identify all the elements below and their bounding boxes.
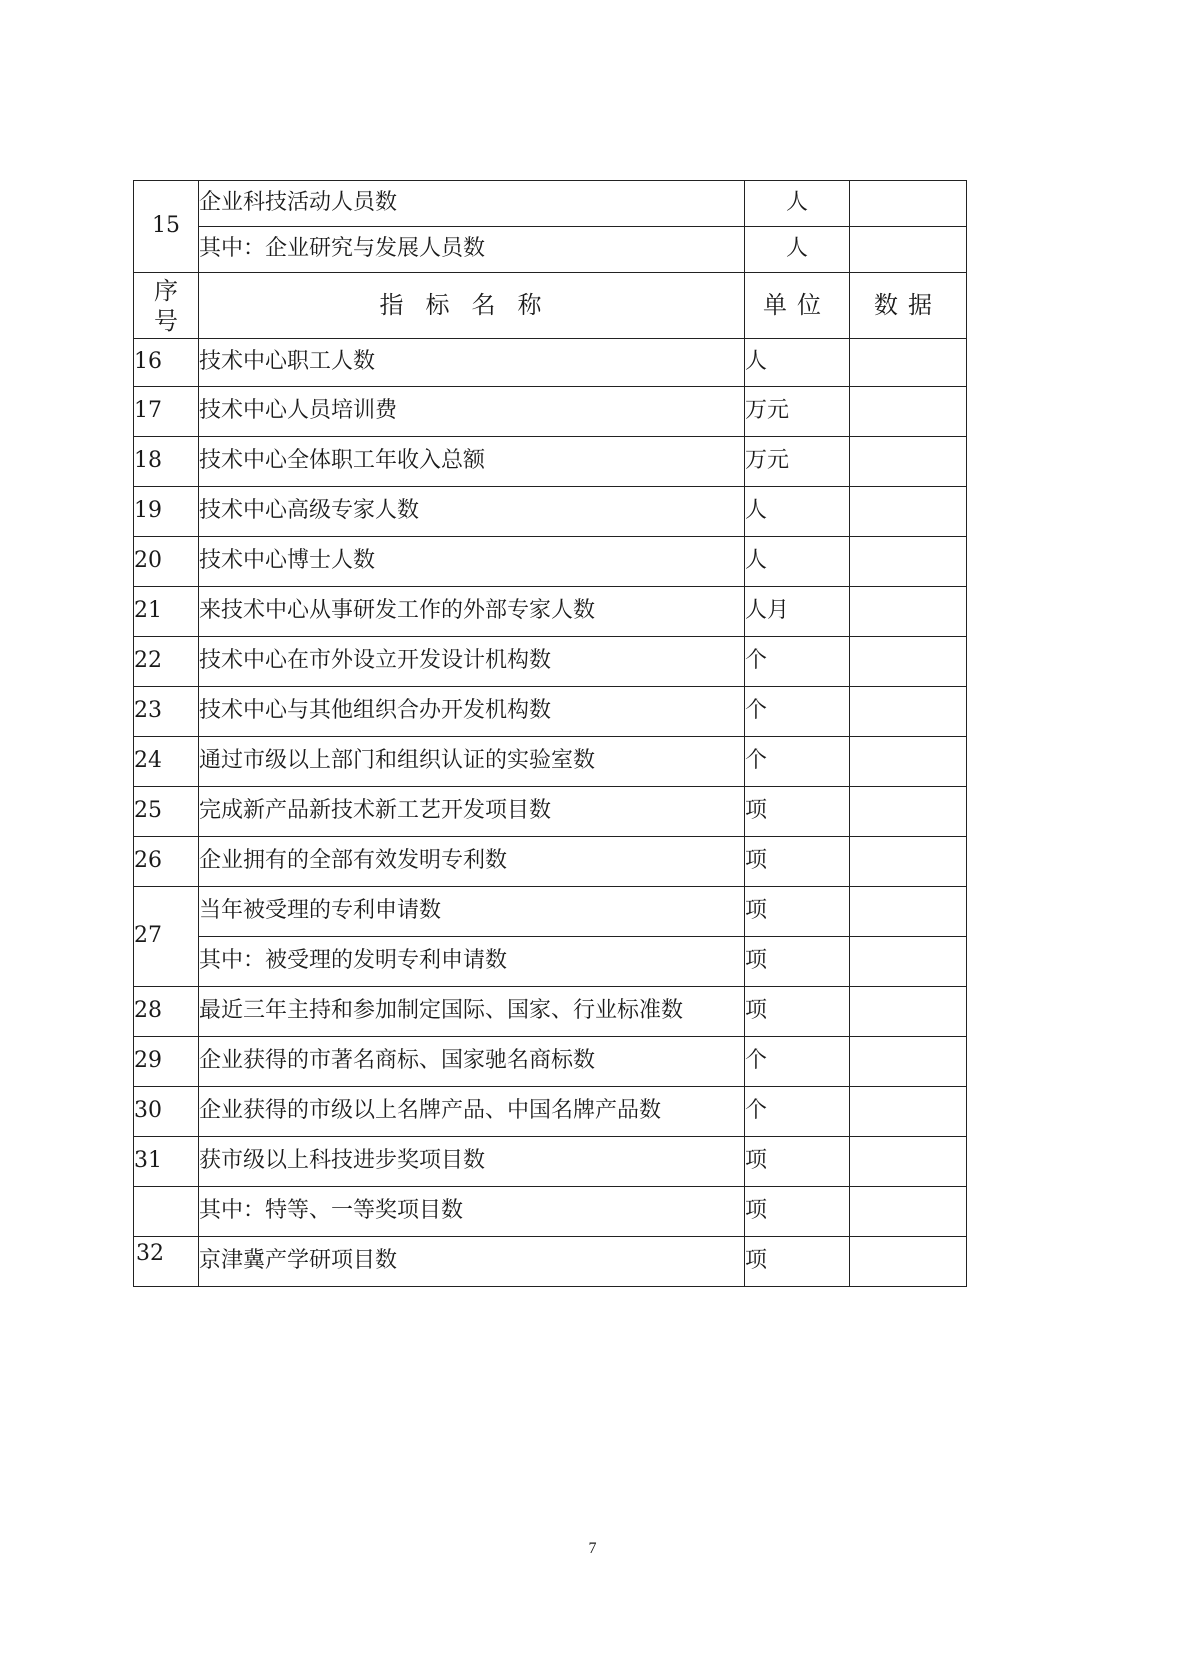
table-row	[134, 1137, 967, 1187]
table-row	[134, 487, 967, 537]
unit-cell: 万元	[745, 437, 850, 487]
unit-cell: 万元	[745, 387, 850, 437]
indicator-name: 技术中心在市外设立开发设计机构数	[199, 637, 745, 687]
header-serial-line1: 序	[154, 276, 178, 305]
row-number: 18	[134, 437, 199, 487]
indicator-name: 企业获得的市著名商标、国家驰名商标数	[199, 1037, 745, 1087]
indicator-name: 当年被受理的专利申请数	[199, 887, 745, 937]
data-cell[interactable]	[850, 687, 967, 737]
table-header-row	[134, 273, 967, 339]
unit-cell: 人	[745, 339, 850, 387]
unit-cell: 项	[745, 1137, 850, 1187]
table-row-27a	[134, 887, 967, 937]
unit-cell: 项	[745, 937, 850, 987]
indicator-name: 企业科技活动人员数	[199, 181, 745, 227]
table-row	[134, 837, 967, 887]
indicator-name: 其中：企业研究与发展人员数	[199, 227, 745, 273]
table-row	[134, 1037, 967, 1087]
row-number: 28	[134, 987, 199, 1037]
unit-cell: 个	[745, 1087, 850, 1137]
data-cell[interactable]	[850, 1237, 967, 1287]
row-number: 19	[134, 487, 199, 537]
header-unit: 单位	[745, 273, 850, 339]
table-row	[134, 637, 967, 687]
table-row	[134, 987, 967, 1037]
unit-cell: 人	[745, 227, 850, 273]
row-number: 17	[134, 387, 199, 437]
row-number: 30	[134, 1087, 199, 1137]
unit-cell: 项	[745, 887, 850, 937]
indicator-name: 企业拥有的全部有效发明专利数	[199, 837, 745, 887]
indicator-name: 其中：被受理的发明专利申请数	[199, 937, 745, 987]
data-cell[interactable]	[850, 887, 967, 937]
table-row	[134, 537, 967, 587]
data-cell[interactable]	[850, 837, 967, 887]
unit-cell: 项	[745, 1237, 850, 1287]
row-number: 25	[134, 787, 199, 837]
indicator-name: 通过市级以上部门和组织认证的实验室数	[199, 737, 745, 787]
unit-cell: 个	[745, 637, 850, 687]
unit-cell: 个	[745, 687, 850, 737]
indicator-name: 企业获得的市级以上名牌产品、中国名牌产品数	[199, 1087, 745, 1137]
table-row	[134, 737, 967, 787]
table-row	[134, 587, 967, 637]
indicator-name: 来技术中心从事研发工作的外部专家人数	[199, 587, 745, 637]
table-row	[134, 339, 967, 387]
table-row-15a	[134, 181, 967, 227]
unit-cell: 人	[745, 537, 850, 587]
indicator-name: 技术中心与其他组织合办开发机构数	[199, 687, 745, 737]
data-cell[interactable]	[850, 537, 967, 587]
unit-cell: 项	[745, 837, 850, 887]
table-row	[134, 787, 967, 837]
indicator-name: 京津冀产学研项目数	[199, 1237, 745, 1287]
unit-cell: 个	[745, 737, 850, 787]
row-number: 15	[134, 181, 199, 273]
row-number: 29	[134, 1037, 199, 1087]
table-row	[134, 1087, 967, 1137]
unit-cell: 人月	[745, 587, 850, 637]
table-row	[134, 1237, 967, 1287]
indicator-name: 技术中心高级专家人数	[199, 487, 745, 537]
data-cell[interactable]	[850, 587, 967, 637]
data-cell[interactable]	[850, 787, 967, 837]
row-number: 16	[134, 339, 199, 387]
data-cell[interactable]	[850, 487, 967, 537]
table-row-27b	[134, 937, 967, 987]
data-cell[interactable]	[850, 227, 967, 273]
indicator-name: 技术中心全体职工年收入总额	[199, 437, 745, 487]
unit-cell: 项	[745, 1187, 850, 1237]
table-row-15b	[134, 227, 967, 273]
row-number	[134, 1187, 199, 1237]
row-number: 27	[134, 887, 199, 987]
page-number: 7	[588, 1540, 597, 1557]
unit-cell: 项	[745, 787, 850, 837]
header-serial-number	[134, 273, 199, 339]
row-number: 31	[134, 1137, 199, 1187]
indicator-name: 技术中心人员培训费	[199, 387, 745, 437]
row-number: 26	[134, 837, 199, 887]
data-cell[interactable]	[850, 437, 967, 487]
data-cell[interactable]	[850, 937, 967, 987]
indicator-name: 其中：特等、一等奖项目数	[199, 1187, 745, 1237]
table-row	[134, 687, 967, 737]
table-row	[134, 1187, 967, 1237]
header-serial-line2: 号	[154, 306, 178, 335]
table-row	[134, 387, 967, 437]
indicator-name: 技术中心博士人数	[199, 537, 745, 587]
data-cell[interactable]	[850, 181, 967, 227]
data-cell[interactable]	[850, 1187, 967, 1237]
row-number: 23	[134, 687, 199, 737]
data-cell[interactable]	[850, 1087, 967, 1137]
indicator-table	[133, 180, 967, 1287]
header-data: 数据	[850, 273, 967, 339]
unit-cell: 人	[745, 181, 850, 227]
row-number: 24	[134, 737, 199, 787]
data-cell[interactable]	[850, 339, 967, 387]
indicator-name: 获市级以上科技进步奖项目数	[199, 1137, 745, 1187]
table-row	[134, 437, 967, 487]
row-number: 20	[134, 537, 199, 587]
data-cell[interactable]	[850, 387, 967, 437]
unit-cell: 项	[745, 987, 850, 1037]
indicator-name: 最近三年主持和参加制定国际、国家、行业标准数	[199, 987, 745, 1037]
row-number: 32	[134, 1237, 199, 1287]
row-number: 22	[134, 637, 199, 687]
data-cell[interactable]	[850, 637, 967, 687]
unit-cell: 个	[745, 1037, 850, 1087]
header-indicator-name: 指标名称	[199, 273, 745, 339]
row-number: 21	[134, 587, 199, 637]
indicator-name: 完成新产品新技术新工艺开发项目数	[199, 787, 745, 837]
unit-cell: 人	[745, 487, 850, 537]
data-cell[interactable]	[850, 1137, 967, 1187]
data-cell[interactable]	[850, 737, 967, 787]
indicator-name: 技术中心职工人数	[199, 339, 745, 387]
data-cell[interactable]	[850, 987, 967, 1037]
data-cell[interactable]	[850, 1037, 967, 1087]
